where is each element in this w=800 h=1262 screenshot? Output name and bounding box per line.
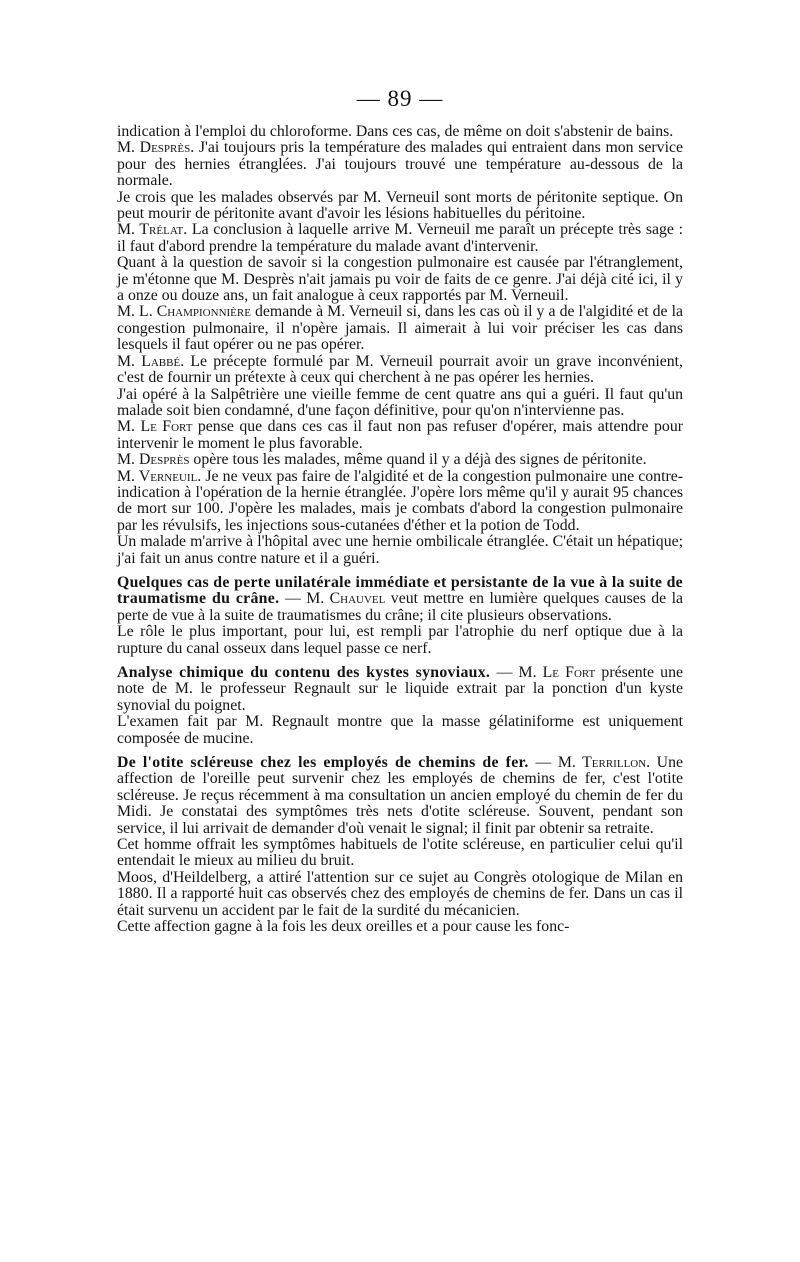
paragraph xyxy=(117,419,683,452)
paragraph xyxy=(117,534,683,567)
paragraph-text: J'ai toujours pris la température des malades qui entraient dans mon service pour des hernies étranglées. J'ai toujours trouvé une température au-dessous de la normale. xyxy=(117,139,683,190)
speaker-name: M. Trélat. xyxy=(117,221,188,239)
paragraph xyxy=(117,469,683,535)
paragraph xyxy=(117,140,683,189)
paragraph-text: présente une note de M. le professeur Regnault sur le liquide extrait par la ponction d'un kyste synovial du poignet. xyxy=(117,664,683,714)
paragraph-text: Je crois que les malades observés par M. Verneuil sont morts de péritonite septique. On peut mourir de péritonite avant d'avoir les lésions habituelles du péritoine. xyxy=(117,188,683,223)
paragraph xyxy=(117,255,683,304)
section-headline: De l'otite scléreuse chez les employés de chemins de fer. xyxy=(117,754,536,772)
paragraph-text: La conclusion à laquelle arrive M. Verneuil me paraît un précepte très sage : il faut d'abord prendre la température du malade avant d'intervenir. xyxy=(117,221,683,255)
speaker-name: M. Desprès xyxy=(117,451,190,469)
speaker-name: — M. Terrillon. xyxy=(535,754,651,772)
speaker-name: M. Labbé. xyxy=(117,352,185,370)
section-paragraph xyxy=(117,665,683,714)
speaker-name: M. Desprès. xyxy=(117,139,195,157)
paragraph-text: Cet homme offrait les symptômes habituels de l'otite scléreuse, en particulier celui qu'il entendait le mieux au milieu du bruit. xyxy=(117,836,683,870)
paragraph xyxy=(117,452,683,468)
paragraph-text: J'ai opéré à la Salpêtrière une vieille femme de cent quatre ans qui a guéri. Il faut qu'un malade soit bien condamné, d'une façon définitive, pour qu'on n'intervienne pas. xyxy=(117,385,683,419)
paragraph xyxy=(117,837,683,870)
paragraph-text: indication à l'emploi du chloroforme. Dans ces cas, de même on doit s'abstenir de bains. xyxy=(117,123,674,140)
paragraph xyxy=(117,304,683,353)
section-headline: Quelques cas de perte unilatérale immédiate et persistante de la vue à la suite de traumatisme du crâne. xyxy=(117,573,683,608)
paragraph xyxy=(117,624,683,657)
speaker-name: M. Verneuil. xyxy=(117,467,202,485)
paragraph xyxy=(117,354,683,387)
paragraph-text: pense que dans ces cas il faut non pas refuser d'opérer, mais attendre pour intervenir le moment le plus favorable. xyxy=(117,418,683,452)
page-body xyxy=(117,124,683,936)
paragraph-text: opère tous les malades, même quand il y a déjà des signes de péritonite. xyxy=(189,451,647,469)
speaker-name: M. Le Fort xyxy=(117,418,193,436)
paragraph-text: L'examen fait par M. Regnault montre que la masse gélatiniforme est uniquement composée de mucine. xyxy=(117,713,683,747)
paragraph-text: Je ne veux pas faire de l'algidité et de la congestion pulmonaire une contre-indication à l'opération de la hernie étranglée. J'opère lors même qu'il y aurait 95 chances de mort sur 100. J'opère les malades, mais je combats d'abord la congestion pulmonaire par les révulsifs, les injections sous-cutanées d'éther et la potion de Todd. xyxy=(117,467,683,534)
speaker-name: — M. Chauvel xyxy=(285,590,386,608)
paragraph-text: Le précepte formulé par M. Verneuil pourrait avoir un grave inconvénient, c'est de fournir un prétexte à ceux qui cherchent à ne pas opérer les hernies. xyxy=(117,352,683,387)
paragraph-text: Cette affection gagne à la fois les deux oreilles et a pour cause les fonc- xyxy=(117,918,570,936)
paragraph xyxy=(117,124,683,140)
paragraph xyxy=(117,714,683,747)
speaker-name: — M. Le Fort xyxy=(496,664,596,681)
speaker-name: M. L. Championnière xyxy=(117,303,251,321)
paragraph-text: Un malade m'arrive à l'hôpital avec une hernie ombilicale étranglée. C'était un hépatique; j'ai fait un anus contre nature et il a guéri. xyxy=(117,533,683,567)
paragraph-text: Quant à la question de savoir si la congestion pulmonaire est causée par l'étranglement, je m'étonne que M. Desprès n'ait jamais pu voir de faits de ce genre. J'ai déjà cité ici, il y a onze ou douze ans, un fait analogue à ceux rapportés par M. Verneuil. xyxy=(117,254,683,305)
paragraph xyxy=(117,919,683,935)
section-paragraph xyxy=(117,575,683,624)
section-headline: Analyse chimique du contenu des kystes synoviaux. xyxy=(117,664,497,681)
page-number: — 89 — xyxy=(356,86,444,111)
section-paragraph xyxy=(117,755,683,837)
paragraph xyxy=(117,222,683,255)
paragraph xyxy=(117,870,683,919)
paragraph xyxy=(117,387,683,420)
paragraph-text: veut mettre en lumière quelques causes de la perte de vue à la suite de traumatismes du crâne; il cite plusieurs observations. xyxy=(117,590,683,624)
paragraph-text: Le rôle le plus important, pour lui, est rempli par l'atrophie du nerf optique due à la rupture du canal osseux dans lequel passe ce nerf. xyxy=(117,623,683,657)
paragraph-text: Une affection de l'oreille peut survenir chez les employés de chemins de fer, c'est l'otite scléreuse. Je reçus récemment à ma consultation un ancien employé du chemin de fer du Midi. Je constatai des symptômes très nets d'otite scléreuse. Souvent, pendant son service, il lui arrivait de demander d'où venait le signal; il finit par obtenir sa retraite. xyxy=(117,754,683,837)
paragraph xyxy=(117,190,683,223)
paragraph-text: Moos, d'Heildelberg, a attiré l'attention sur ce sujet au Congrès otologique de Milan en 1880. Il a rapporté huit cas observés chez des employés de chemins de fer. Dans un cas il était survenu un accident par le fait de la surdité du mécanicien. xyxy=(117,868,683,919)
paragraph-text: demande à M. Verneuil si, dans les cas où il y a de l'algidité et de la congestion pulmonaire, il n'opère jamais. Il aimerait à lui voir préciser les cas dans lesquels il faut opérer ou ne pas opérer. xyxy=(117,303,684,354)
